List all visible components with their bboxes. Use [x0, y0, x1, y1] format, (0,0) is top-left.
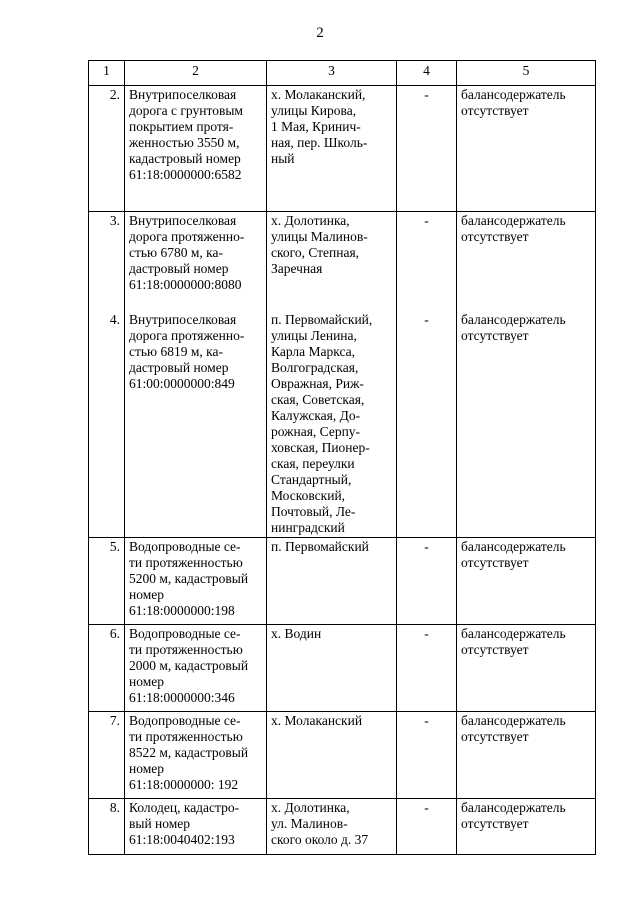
column-header: 1	[89, 61, 125, 86]
object-address: х. Молаканский	[267, 711, 397, 798]
object-description: Водопроводные се- ти протяженностью 2000 м, кадастровый номер 61:18:0000000:346	[125, 624, 267, 711]
object-address: х. Молаканский, улицы Кирова, 1 Мая, Кринич- ная, пер. Школь- ный	[267, 86, 397, 212]
table-row	[89, 302, 596, 538]
col4-value: -	[397, 86, 457, 212]
object-address: х. Долотинка, улицы Малинов- ского, Степная, Заречная	[267, 212, 397, 302]
column-header: 5	[457, 61, 596, 86]
col4-value: -	[397, 537, 457, 624]
table-row	[89, 537, 596, 624]
property-table	[88, 60, 596, 855]
object-address: п. Первомайский, улицы Ленина, Карла Маркса, Волгоградская, Овражная, Риж- ская, Советская, Калужская, До- рожная, Серпу- ховская, Пионер- ская, переулки Стандартный, Московский, Почтовый, Ле- нинградский	[267, 302, 397, 538]
balance-holder: балансодержатель отсутствует	[457, 624, 596, 711]
table-header-row	[89, 61, 596, 86]
balance-holder: балансодержатель отсутствует	[457, 537, 596, 624]
balance-holder: балансодержатель отсутствует	[457, 86, 596, 212]
page-number: 2	[316, 25, 324, 41]
balance-holder: балансодержатель отсутствует	[457, 798, 596, 854]
row-number: 6.	[89, 624, 125, 711]
object-description: Колодец, кадастро- вый номер 61:18:0040402:193	[125, 798, 267, 854]
row-number: 2.	[89, 86, 125, 212]
col4-value: -	[397, 212, 457, 302]
column-header: 3	[267, 61, 397, 86]
table-row	[89, 711, 596, 798]
object-description: Внутрипоселковая дорога протяженно- стью 6780 м, ка- дастровый номер 61:18:0000000:8080	[125, 212, 267, 302]
object-description: Внутрипоселковая дорога с грунтовым покрытием протя- женностью 3550 м, кадастровый номер 61:18:0000000:6582	[125, 86, 267, 212]
row-number: 3.	[89, 212, 125, 302]
table-row	[89, 86, 596, 212]
table-row	[89, 798, 596, 854]
column-header: 2	[125, 61, 267, 86]
object-description: Водопроводные се- ти протяженностью 5200 м, кадастровый номер 61:18:0000000:198	[125, 537, 267, 624]
row-number: 7.	[89, 711, 125, 798]
column-header: 4	[397, 61, 457, 86]
object-address: х. Водин	[267, 624, 397, 711]
col4-value: -	[397, 302, 457, 538]
col4-value: -	[397, 624, 457, 711]
object-description: Внутрипоселковая дорога протяженно- стью 6819 м, ка- дастровый номер 61:00:0000000:849	[125, 302, 267, 538]
balance-holder: балансодержатель отсутствует	[457, 302, 596, 538]
col4-value: -	[397, 798, 457, 854]
row-number: 4.	[89, 302, 125, 538]
table-row	[89, 212, 596, 302]
row-number: 8.	[89, 798, 125, 854]
table-row	[89, 624, 596, 711]
balance-holder: балансодержатель отсутствует	[457, 212, 596, 302]
row-number: 5.	[89, 537, 125, 624]
object-description: Водопроводные се- ти протяженностью 8522 м, кадастровый номер 61:18:0000000: 192	[125, 711, 267, 798]
object-address: х. Долотинка, ул. Малинов- ского около д. 37	[267, 798, 397, 854]
object-address: п. Первомайский	[267, 537, 397, 624]
col4-value: -	[397, 711, 457, 798]
balance-holder: балансодержатель отсутствует	[457, 711, 596, 798]
